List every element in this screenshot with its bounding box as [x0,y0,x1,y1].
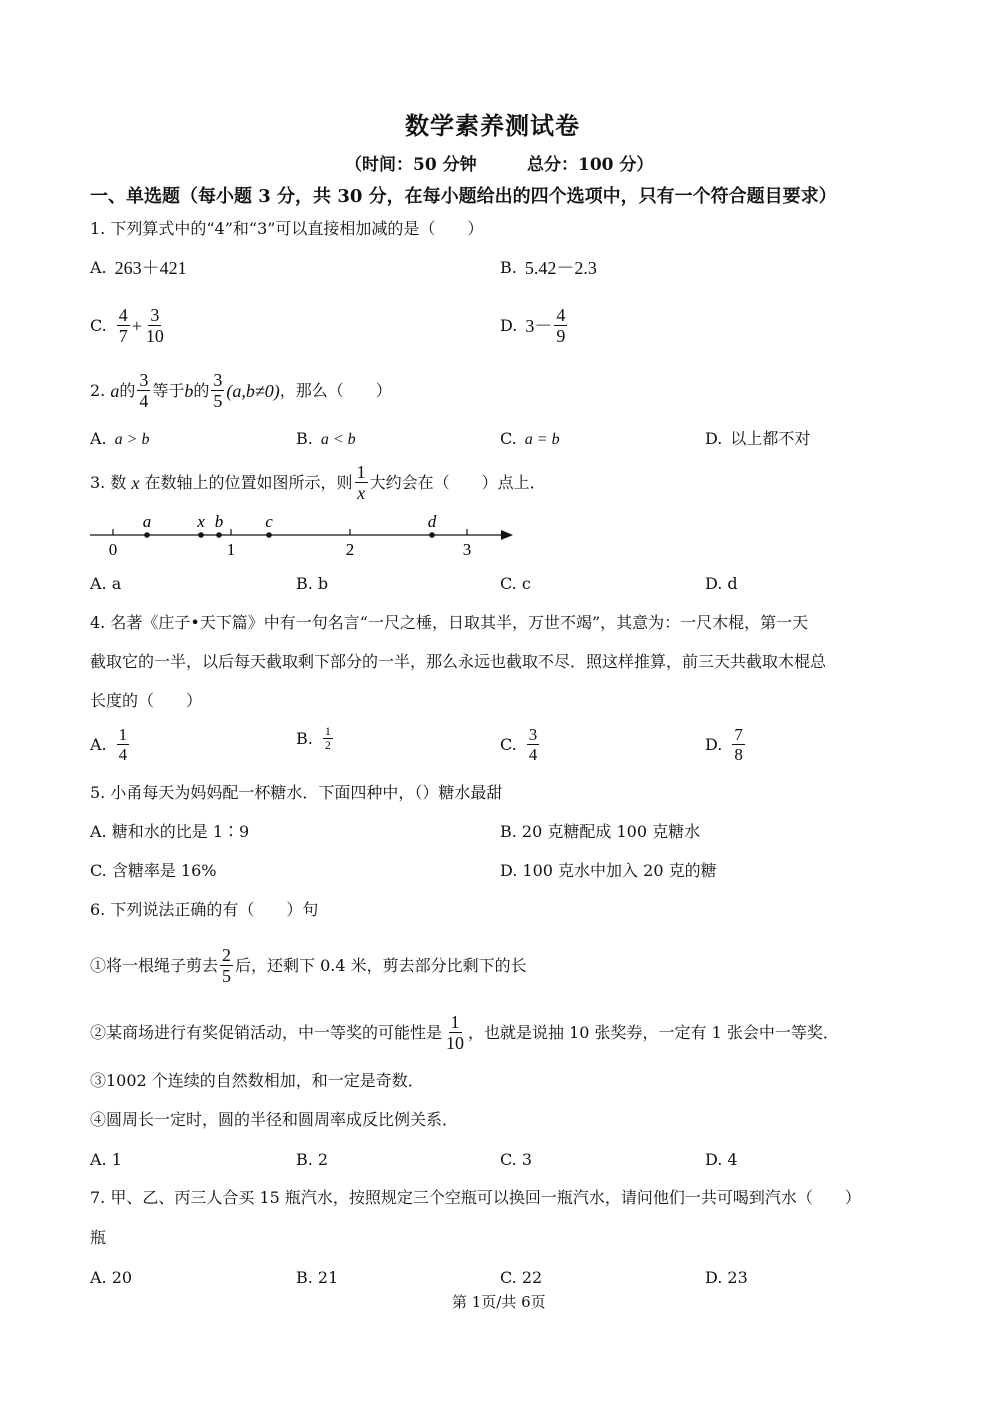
axis-point [429,532,435,538]
q2-stem: 2. a 的 $\frac{3}{4}$ 等于 b 的 $\frac{3}{5}$ (a,b≠0) ，那么（ ） [90,370,392,411]
number-line [85,508,525,564]
expression: 263＋421 [114,258,187,278]
fraction: $\frac{4}{7}$ [118,305,128,346]
q4-stem-line3: 长度的（ ） [90,691,203,710]
q3-option-d: D. d [705,574,738,593]
expression: 5.42－2.3 [524,258,597,278]
axis-point [144,532,150,538]
q2-option-c: C. a = b [500,429,560,448]
axis-point-label: c [265,512,273,531]
page-footer: 第 1页/共 6页 [452,1293,546,1311]
q7-option-c: C. 22 [500,1268,543,1287]
q6-option-b: B. 2 [296,1150,329,1169]
operator: + [131,315,142,336]
fraction: $\frac{3}{4}$ [139,370,149,411]
q6-statement-4: ④圆周长一定时，圆的半径和圆周率成反比例关系． [90,1110,459,1129]
q4-option-d: D. $\frac{7}{8}$ [705,725,743,764]
axis-arrow-icon [501,530,513,540]
q4-stem-line2: 截取它的一半，以后每天截取剩下部分的一半，那么永远也截取不尽．照这样推算，前三天共截取木棍总 [90,652,827,671]
axis-point-label: x [197,512,205,531]
option-label: B. [500,258,517,277]
q7-option-b: B. 21 [296,1268,339,1287]
q3-option-c: C. c [500,574,531,593]
q1-option-b [500,257,597,279]
axis-tick-label: 2 [345,540,355,559]
fraction: $\frac{3}{4}$ [528,725,538,764]
option-label: A. [90,258,107,277]
axis-point [198,532,204,538]
axis-tick-label: 1 [226,540,236,559]
q5-option-d: D. 100 克水中加入 20 克的糖 [500,861,717,880]
fraction: $\frac{3}{10}$ [145,305,164,346]
q7-stem-line1: 7. 甲、乙、丙三人合买 15 瓶汽水，按照规定三个空瓶可以换回一瓶汽水，请问他们一共可喝到汽水（ ） [90,1188,861,1207]
fraction: $\frac{1}{2}$ [324,724,331,752]
q7-option-d: D. 23 [705,1268,748,1287]
axis-point-label: b [214,512,224,531]
axis-point-label: d [427,512,437,531]
q2-option-b: B. a < b [296,429,356,448]
q1-option-d [500,305,569,346]
axis-tick-label: 3 [462,540,472,559]
q3-stem: 3. 数 x 在数轴上的位置如图所示，则 $\frac{1}{x}$ 大约会在（ ）点上． [90,462,546,503]
q4-option-b: B. $\frac{1}{2}$ [296,724,331,752]
axis-point [216,532,222,538]
q1-option-c [90,305,168,346]
exam-score: 总分：100 分） [527,155,654,175]
option-label: C. [90,315,107,335]
axis-point [266,532,272,538]
q6-option-d: D. 4 [705,1150,738,1169]
q4-option-c: C. $\frac{3}{4}$ [500,725,538,764]
fraction: $\frac{1}{4}$ [118,725,128,764]
q5-option-c: C. 含糖率是 16% [90,861,217,880]
q5-stem: 5. 小甬每天为妈妈配一杯糖水．下面四种中，（）糖水最甜 [90,783,503,802]
section-heading: 一、单选题（每小题 3 分，共 30 分，在每小题给出的四个选项中，只有一个符合题目要求） [90,186,837,207]
exam-time: （时间：50 分钟 [345,155,477,175]
axis-tick-label: 0 [108,540,118,559]
expression: 3－ [525,315,553,336]
q6-stem: 6. 下列说法正确的有（ ）句 [90,900,319,919]
q6-statement-3: ③1002 个连续的自然数相加，和一定是奇数． [90,1071,424,1090]
fraction: $\frac{4}{9}$ [556,305,566,346]
q2-option-d: D. 以上都不对 [705,429,811,448]
q7-option-a: A. 20 [90,1268,133,1287]
q4-option-a: A. $\frac{1}{4}$ [90,725,128,764]
q5-option-a: A. 糖和水的比是 1∶9 [90,822,250,841]
q5-option-b: B. 20 克糖配成 100 克糖水 [500,822,701,841]
q3-option-a: A. a [90,574,122,593]
q6-statement-2: ②某商场进行有奖促销活动，中一等奖的可能性是 $\frac{1}{10}$ ，也就是说抽 10 张奖券，一定有 1 张会中一等奖． [90,1012,839,1053]
fraction: $\frac{1}{10}$ [446,1012,465,1053]
q1-option-a [90,257,187,279]
q1-stem: 1. 下列算式中的“4”和“3”可以直接相加减的是（ ） [90,219,484,238]
fraction: $\frac{2}{5}$ [222,945,232,986]
fraction: $\frac{3}{5}$ [213,370,223,411]
q6-option-c: C. 3 [500,1150,533,1169]
option-label: D. [500,315,518,335]
axis-point-label: a [142,512,152,531]
q3-option-b: B. b [296,574,329,593]
fraction: $\frac{7}{8}$ [734,725,743,764]
q7-stem-line2: 瓶 [90,1228,107,1247]
q2-option-a: A. a > b [90,429,150,448]
q4-stem-line1: 4. 名著《庄子•天下篇》中有一句名言“一尺之棰，日取其半，万世不竭”，其意为：一尺木棍，第一天 [90,613,809,632]
q6-option-a: A. 1 [90,1150,122,1169]
fraction: $\frac{1}{x}$ [356,462,366,503]
page-title: 数学素养测试卷 [405,111,580,140]
q6-statement-1: ①将一根绳子剪去 $\frac{2}{5}$ 后，还剩下 0.4 米，剪去部分比剩下的长 [90,945,527,986]
